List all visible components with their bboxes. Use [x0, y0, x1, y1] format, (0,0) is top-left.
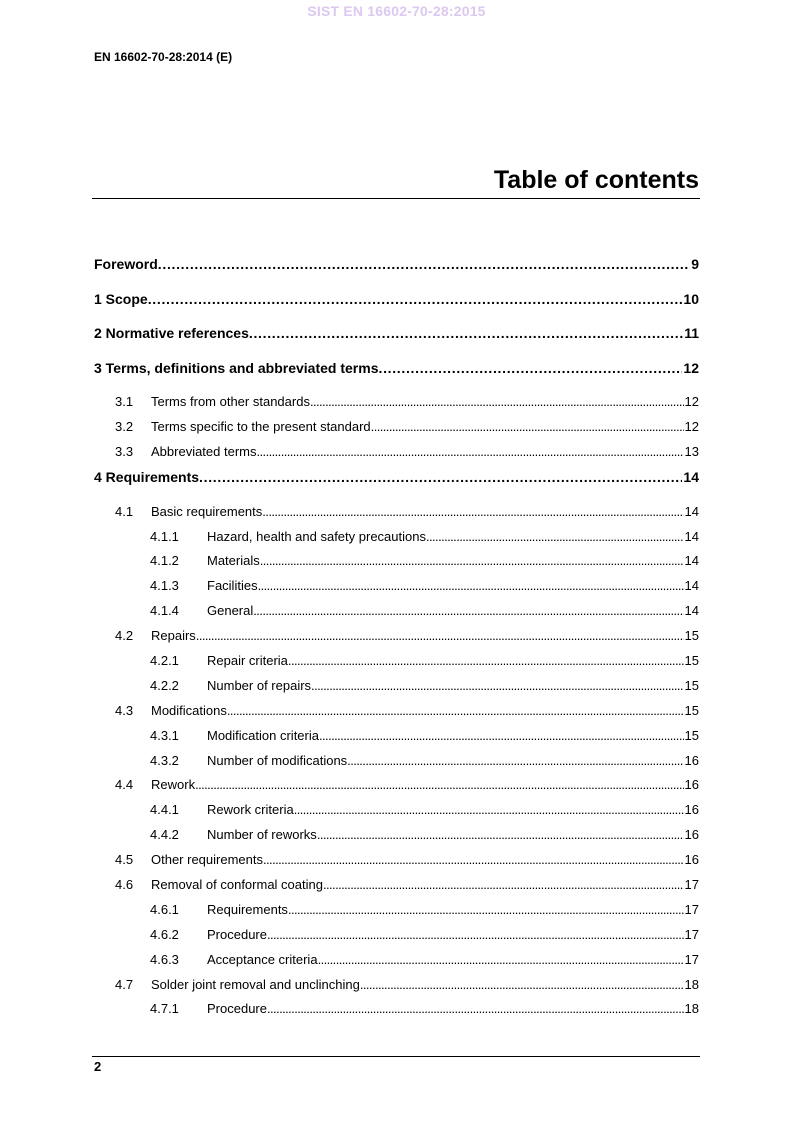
toc-entry-title: Materials: [207, 553, 260, 569]
toc-dot-leader: [371, 415, 684, 440]
toc-dot-leader: [323, 873, 684, 898]
toc-entry[interactable]: [94, 549, 699, 574]
toc-entry[interactable]: [94, 873, 699, 898]
toc-entry[interactable]: [94, 848, 699, 873]
toc-entry-title: Foreword: [94, 256, 158, 272]
toc-entry-page: 12: [684, 419, 699, 435]
toc-entry-number: 4.1.1: [150, 528, 179, 544]
toc-dot-leader: [360, 973, 684, 998]
toc-entry-page: 16: [684, 752, 699, 768]
toc-dot-leader: [253, 599, 683, 624]
toc-entry-page: 15: [684, 652, 699, 668]
toc-entry-page: 15: [684, 677, 699, 693]
toc-dot-leader: [267, 923, 684, 948]
toc-dot-leader: [288, 649, 684, 674]
toc-entry-page: 17: [684, 926, 699, 942]
toc-dot-leader: [378, 356, 682, 380]
toc-dot-leader: [258, 574, 684, 599]
toc-entry-page: 15: [684, 702, 699, 718]
toc-entry-page: 16: [684, 802, 699, 818]
toc-entry-number: 4.2.2: [150, 677, 179, 693]
toc-entry[interactable]: [94, 699, 699, 724]
toc-entry-title: General: [207, 603, 254, 619]
toc-dot-leader: [317, 823, 684, 848]
toc-entry[interactable]: [94, 465, 699, 500]
toc-dot-leader: [294, 798, 684, 823]
toc-entry[interactable]: [94, 440, 699, 465]
toc-entry-page: 14: [684, 603, 699, 619]
toc-entry-title: Solder joint removal and unclinching: [151, 976, 360, 992]
toc-entry-title: Repairs: [151, 628, 196, 644]
toc-entry-title: Basic requirements: [151, 503, 263, 519]
toc-entry-title: 1 Scope: [94, 290, 148, 307]
toc-entry[interactable]: [94, 574, 699, 599]
toc-dot-leader: [148, 287, 683, 311]
toc-entry-title: 3 Terms, definitions and abbreviated terms: [94, 359, 379, 376]
toc-entry-title: Abbreviated terms: [151, 444, 257, 460]
toc-dot-leader: [260, 549, 684, 574]
toc-entry-page: 12: [683, 359, 699, 376]
toc-entry[interactable]: [94, 973, 699, 998]
toc-entry[interactable]: [94, 356, 699, 391]
toc-entry-page: 9: [691, 256, 699, 272]
toc-dot-leader: [257, 440, 684, 465]
toc-dot-leader: [199, 465, 682, 489]
toc-entry-page: 14: [684, 553, 699, 569]
table-of-contents: [94, 252, 699, 1022]
toc-entry-number: 4.7: [115, 976, 134, 992]
toc-entry-page: 14: [684, 578, 699, 594]
toc-entry[interactable]: [94, 649, 699, 674]
toc-entry-page: 16: [684, 827, 699, 843]
toc-entry[interactable]: [94, 674, 699, 699]
toc-entry-title: Removal of conformal coating: [151, 877, 323, 892]
toc-entry-page: 18: [684, 976, 699, 992]
toc-dot-leader: [311, 674, 683, 699]
toc-entry[interactable]: [94, 898, 699, 923]
toc-entry[interactable]: [94, 749, 699, 774]
toc-dot-leader: [426, 525, 684, 550]
toc-entry-number: 4.4.1: [150, 802, 179, 818]
toc-dot-leader: [347, 749, 683, 774]
toc-entry-title: Procedure: [207, 1001, 267, 1017]
watermark: SIST EN 16602-70-28:2015: [307, 3, 486, 19]
toc-entry-page: 16: [684, 852, 699, 868]
toc-entry-title: Hazard, health and safety precautions: [207, 528, 426, 544]
toc-entry[interactable]: [94, 415, 699, 440]
toc-entry-number: 4.5: [115, 852, 134, 868]
toc-entry-number: 4.6.1: [150, 901, 179, 917]
toc-entry[interactable]: [94, 321, 699, 356]
toc-entry-number: 4.3.2: [150, 752, 179, 768]
toc-entry-page: 10: [683, 290, 699, 307]
document-id: EN 16602-70-28:2014 (E): [94, 50, 233, 64]
page-number: 2: [94, 1059, 102, 1074]
toc-entry-number: 4.1.4: [150, 603, 179, 619]
toc-entry[interactable]: [94, 923, 699, 948]
toc-entry-number: 4.4.2: [150, 827, 179, 843]
toc-entry[interactable]: [94, 624, 699, 649]
toc-entry[interactable]: [94, 798, 699, 823]
toc-entry-title: Number of modifications: [207, 752, 348, 768]
toc-entry-title: Other requirements: [151, 852, 263, 868]
toc-dot-leader: [288, 898, 684, 923]
toc-entry[interactable]: [94, 390, 699, 415]
toc-entry[interactable]: [94, 287, 699, 322]
toc-dot-leader: [195, 773, 683, 798]
toc-entry-page: 15: [684, 727, 699, 743]
toc-entry-number: 4.6.2: [150, 926, 179, 942]
toc-entry-title: Rework criteria: [207, 802, 294, 818]
toc-entry-page: 17: [684, 901, 699, 917]
toc-entry-number: 4.1: [115, 503, 134, 519]
toc-entry-title: Terms specific to the present standard: [151, 419, 371, 435]
toc-entry[interactable]: [94, 823, 699, 848]
toc-entry-page: 13: [684, 444, 699, 460]
toc-entry-page: 18: [684, 1001, 699, 1017]
toc-entry-page: 12: [684, 394, 699, 410]
toc-entry-title: Rework: [151, 777, 196, 793]
toc-entry-number: 4.3.1: [150, 727, 179, 743]
toc-entry-number: 4.2.1: [150, 652, 179, 668]
toc-entry-title: Modification criteria: [207, 727, 319, 743]
toc-entry[interactable]: [94, 500, 699, 525]
toc-entry-title: Repair criteria: [207, 652, 288, 668]
toc-entry-number: 4.3: [115, 702, 134, 718]
toc-entry[interactable]: [94, 525, 699, 550]
toc-entry-page: 14: [684, 528, 699, 544]
toc-entry-title: 4 Requirements: [94, 469, 200, 486]
toc-dot-leader: [249, 321, 683, 345]
toc-entry-number: 3.1: [115, 394, 134, 410]
page-title: Table of contents: [493, 166, 699, 194]
toc-entry[interactable]: [94, 252, 699, 287]
toc-entry[interactable]: [94, 773, 699, 798]
toc-entry-number: 4.2: [115, 628, 134, 644]
toc-entry-title: Facilities: [207, 578, 258, 594]
toc-dot-leader: [158, 252, 690, 276]
footer-divider: [92, 1056, 700, 1057]
toc-entry-title: Acceptance criteria: [207, 951, 318, 967]
toc-entry-page: 16: [684, 777, 699, 793]
toc-dot-leader: [319, 724, 684, 749]
toc-entry-title: 2 Normative references: [94, 325, 249, 342]
toc-dot-leader: [196, 624, 684, 649]
toc-entry-number: 4.1.3: [150, 578, 179, 594]
toc-entry-page: 14: [683, 469, 699, 486]
toc-entry-number: 3.2: [115, 419, 134, 435]
toc-entry-number: 4.6.3: [150, 951, 179, 967]
toc-entry[interactable]: [94, 948, 699, 973]
toc-dot-leader: [310, 390, 684, 415]
toc-entry-page: 15: [684, 628, 699, 644]
toc-entry-title: Modifications: [151, 702, 227, 718]
toc-entry-number: 4.6: [115, 877, 134, 892]
toc-dot-leader: [318, 948, 684, 973]
toc-dot-leader: [227, 699, 684, 724]
toc-entry-number: 4.4: [115, 777, 134, 793]
toc-entry[interactable]: [94, 599, 699, 624]
toc-entry-title: Terms from other standards: [151, 394, 310, 410]
toc-entry-page: 17: [684, 951, 699, 967]
toc-entry-title: Number of reworks: [207, 827, 317, 843]
toc-entry-title: Number of repairs: [207, 677, 312, 693]
toc-entry-number: 4.7.1: [150, 1001, 179, 1017]
toc-entry-number: 3.3: [115, 444, 134, 460]
toc-entry-page: 11: [684, 325, 699, 342]
toc-dot-leader: [263, 848, 684, 873]
toc-entry[interactable]: [94, 724, 699, 749]
toc-entry[interactable]: [94, 997, 699, 1022]
toc-entry-page: 14: [684, 503, 699, 519]
toc-entry-title: Requirements: [207, 901, 288, 917]
toc-dot-leader: [262, 500, 683, 525]
toc-entry-number: 4.1.2: [150, 553, 179, 569]
toc-dot-leader: [267, 997, 684, 1022]
title-divider: [92, 198, 700, 199]
toc-entry-page: 17: [684, 877, 699, 892]
toc-entry-title: Procedure: [207, 926, 267, 942]
